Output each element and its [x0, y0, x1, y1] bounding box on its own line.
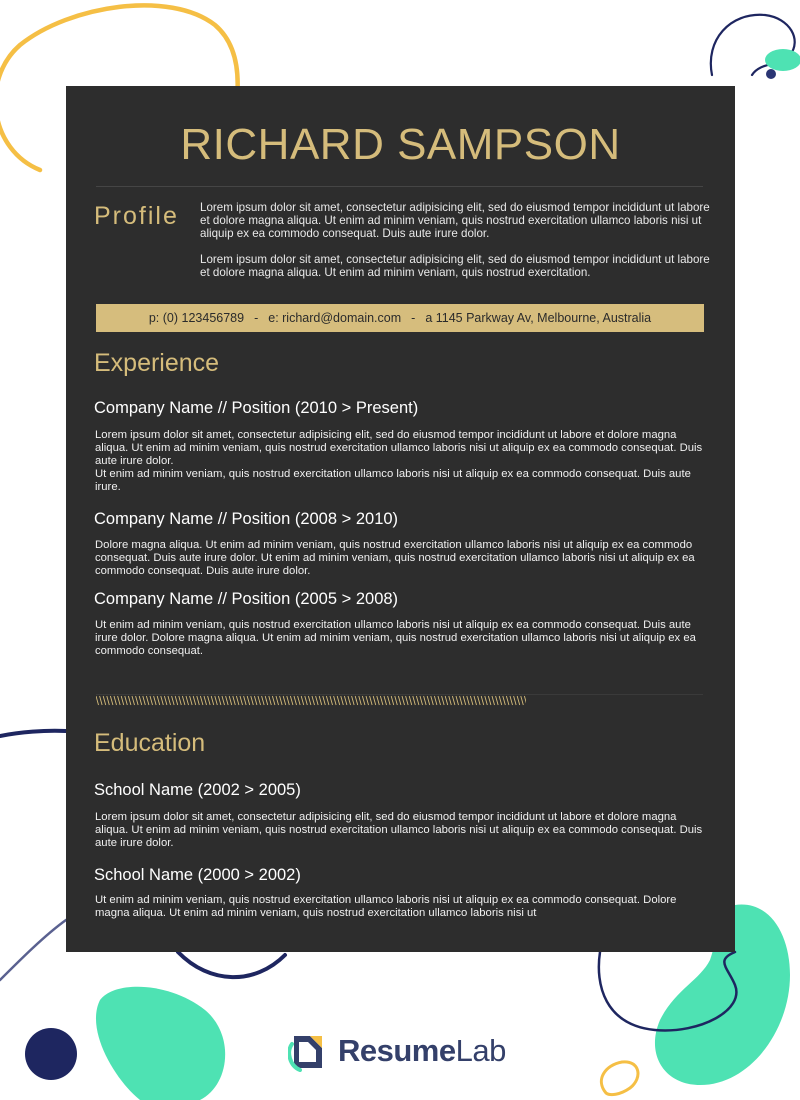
- resume-name: RICHARD SAMPSON: [180, 120, 621, 169]
- slash-mark: [460, 696, 463, 705]
- contact-bar: [96, 304, 704, 332]
- slash-mark: [402, 696, 405, 705]
- profile-paragraph-2: Lorem ipsum dolor sit amet, consectetur adipisicing elit, sed do eiusmod tempor incididunt ut labore et dolore magna aliqua. Ut enim ad minim veniam, quis nostrud exercitation.: [200, 253, 710, 279]
- brand-name-resume: Resume: [338, 1033, 456, 1068]
- slash-mark: [143, 696, 146, 705]
- slash-mark: [478, 696, 481, 705]
- slash-mark: [96, 696, 99, 705]
- slash-mark: [247, 696, 250, 705]
- slash-mark: [308, 696, 311, 705]
- slash-mark: [488, 696, 491, 705]
- slash-mark: [449, 696, 452, 705]
- slash-mark: [463, 696, 466, 705]
- slash-mark: [323, 696, 326, 705]
- slash-mark: [128, 696, 131, 705]
- navy-arc-bottom-center: [178, 952, 285, 977]
- slash-mark: [244, 696, 247, 705]
- slash-mark: [218, 696, 221, 705]
- slash-mark: [222, 696, 225, 705]
- slash-mark: [208, 696, 211, 705]
- contact-separator: -: [411, 311, 416, 325]
- slash-mark: [413, 696, 416, 705]
- slash-mark: [352, 696, 355, 705]
- school-description-2: Ut enim ad minim veniam, quis nostrud exercitation ullamco laboris nisi ut aliquip ex ea commodo consequat. Dolore magna aliqua. Ut enim ad minim veniam, quis nostrud exercitation ullamco laboris nisi ut: [95, 894, 677, 919]
- slash-mark: [503, 696, 506, 705]
- navy-streak-left: [0, 731, 66, 736]
- slash-mark: [276, 696, 279, 705]
- slash-mark: [186, 696, 189, 705]
- slash-mark: [280, 696, 283, 705]
- slash-mark: [125, 696, 128, 705]
- slash-mark: [157, 696, 160, 705]
- navy-streak-left-lower: [0, 920, 66, 980]
- slash-mark: [146, 696, 149, 705]
- slash-mark: [514, 696, 517, 705]
- resume-card: [66, 86, 735, 952]
- slash-mark: [164, 696, 167, 705]
- slash-mark: [431, 696, 434, 705]
- slash-mark: [121, 696, 124, 705]
- slash-mark: [391, 696, 394, 705]
- school-heading-1: School Name (2002 > 2005): [94, 781, 301, 799]
- slash-mark: [427, 696, 430, 705]
- yellow-ring-bottom-right: [601, 1062, 638, 1095]
- slash-mark: [190, 696, 193, 705]
- slash-mark: [388, 696, 391, 705]
- job-heading-2: Company Name // Position (2008 > 2010): [94, 510, 399, 528]
- slash-mark: [290, 696, 293, 705]
- contact-separator: -: [254, 311, 259, 325]
- navy-dot-top-right: [766, 69, 776, 79]
- slash-mark: [445, 696, 448, 705]
- slash-mark: [226, 696, 229, 705]
- contact-phone: p: (0) 123456789: [148, 311, 245, 325]
- slash-mark: [398, 696, 401, 705]
- slash-mark: [377, 696, 380, 705]
- job-heading-3: Company Name // Position (2005 > 2008): [94, 590, 399, 608]
- slash-mark: [456, 696, 459, 705]
- slash-mark: [229, 696, 232, 705]
- profile-paragraph-1: Lorem ipsum dolor sit amet, consectetur adipisicing elit, sed do eiusmod tempor incididunt ut labore et dolore magna aliqua. Ut enim ad minim veniam, quis nostrud exercitation ullamco laboris nisi ut aliquip ex ea commodo consequat. Duis aute irure dolor.: [200, 201, 710, 240]
- slash-mark: [118, 696, 121, 705]
- resumelab-brand: [288, 1030, 506, 1072]
- slash-mark: [496, 696, 499, 705]
- resumelab-logo-icon: [288, 1030, 328, 1072]
- slash-mark: [442, 696, 445, 705]
- slash-mark: [359, 696, 362, 705]
- slash-mark: [114, 696, 117, 705]
- slash-mark: [103, 696, 106, 705]
- slash-mark: [380, 696, 383, 705]
- slash-mark: [420, 696, 423, 705]
- slash-mark: [312, 696, 315, 705]
- slash-mark: [211, 696, 214, 705]
- slash-mark: [474, 696, 477, 705]
- job-description-1: Lorem ipsum dolor sit amet, consectetur adipisicing elit, sed do eiusmod tempor incididunt ut labore et dolore magna aliqua. Ut enim ad minim veniam, quis nostrud exercitation ullamco laboris nisi ut aliquip ex ea commodo consequat. Duis aute irure dolor. Ut enim ad minim veniam, quis nostrud exercitation ullamco laboris nisi ut aliquip ex ea commodo consequat. Duis aute irure.: [95, 429, 703, 493]
- slash-mark: [305, 696, 308, 705]
- slash-mark: [334, 696, 337, 705]
- slash-mark: [287, 696, 290, 705]
- slash-mark: [110, 696, 113, 705]
- slash-mark: [521, 696, 524, 705]
- slash-mark: [524, 696, 526, 705]
- slash-mark: [344, 696, 347, 705]
- slash-mark: [254, 696, 257, 705]
- slash-mark: [283, 696, 286, 705]
- slash-mark: [200, 696, 203, 705]
- slash-mark: [373, 696, 376, 705]
- slash-mark: [240, 696, 243, 705]
- education-heading: Education: [94, 729, 206, 757]
- slash-mark: [362, 696, 365, 705]
- experience-heading: Experience: [94, 349, 220, 377]
- slash-mark: [172, 696, 175, 705]
- slash-mark: [517, 696, 520, 705]
- slash-mark: [269, 696, 272, 705]
- slash-mark: [510, 696, 513, 705]
- slash-mark: [384, 696, 387, 705]
- slash-mark: [366, 696, 369, 705]
- slash-mark: [406, 696, 409, 705]
- slash-mark: [316, 696, 319, 705]
- slash-mark: [139, 696, 142, 705]
- slash-mark: [481, 696, 484, 705]
- slash-mark: [182, 696, 185, 705]
- slash-mark: [341, 696, 344, 705]
- job-heading-1: Company Name // Position (2010 > Present): [94, 399, 419, 417]
- job-description-2: Dolore magna aliqua. Ut enim ad minim veniam, quis nostrud exercitation ullamco laboris nisi ut aliquip ex ea commodo consequat. Duis aute irure dolor. Ut enim ad minim veniam, quis nostrud exercitation ullamco laboris nisi ut aliquip ex ea commodo consequat. Duis aute irure dolor.: [95, 539, 695, 577]
- slash-mark: [136, 696, 139, 705]
- slash-mark: [395, 696, 398, 705]
- slash-mark: [100, 696, 103, 705]
- slash-mark: [506, 696, 509, 705]
- slash-mark: [319, 696, 322, 705]
- contact-address: a 1145 Parkway Av, Melbourne, Australia: [425, 311, 652, 325]
- slash-mark: [485, 696, 488, 705]
- slash-mark: [193, 696, 196, 705]
- slash-mark: [236, 696, 239, 705]
- school-description-1: Lorem ipsum dolor sit amet, consectetur adipisicing elit, sed do eiusmod tempor incididunt ut labore et dolore magna aliqua. Ut enim ad minim veniam, quis nostrud exercitation ullamco laboris nisi ut aliquip ex ea commodo consequat. Duis aute irure dolor.: [95, 811, 703, 849]
- slash-mark: [499, 696, 502, 705]
- slash-mark: [298, 696, 301, 705]
- slash-mark: [150, 696, 153, 705]
- navy-dot-bottom-left: [25, 1028, 77, 1080]
- profile-heading: Profile: [94, 202, 179, 230]
- slash-mark: [272, 696, 275, 705]
- slash-mark: [355, 696, 358, 705]
- slash-pattern-divider: [96, 695, 526, 706]
- slash-mark: [233, 696, 236, 705]
- slash-mark: [251, 696, 254, 705]
- slash-mark: [262, 696, 265, 705]
- profile-text: [200, 201, 710, 292]
- slash-mark: [452, 696, 455, 705]
- teal-blob-bottom-left: [96, 987, 225, 1100]
- slash-mark: [409, 696, 412, 705]
- slash-mark: [168, 696, 171, 705]
- slash-mark: [161, 696, 164, 705]
- slash-mark: [438, 696, 441, 705]
- slash-mark: [107, 696, 110, 705]
- brand-wordmark: [338, 1033, 506, 1069]
- slash-mark: [265, 696, 268, 705]
- slash-mark: [424, 696, 427, 705]
- slash-mark: [154, 696, 157, 705]
- slash-mark: [294, 696, 297, 705]
- brand-name-lab: Lab: [455, 1033, 506, 1068]
- slash-mark: [434, 696, 437, 705]
- slash-mark: [258, 696, 261, 705]
- slash-mark: [197, 696, 200, 705]
- slash-mark: [215, 696, 218, 705]
- slash-mark: [301, 696, 304, 705]
- slash-mark: [470, 696, 473, 705]
- teal-blob-top-right: [765, 49, 800, 71]
- slash-mark: [330, 696, 333, 705]
- school-heading-2: School Name (2000 > 2002): [94, 866, 301, 884]
- slash-mark: [348, 696, 351, 705]
- slash-mark: [337, 696, 340, 705]
- slash-mark: [175, 696, 178, 705]
- contact-email: e: richard@domain.com: [268, 311, 402, 325]
- slash-mark: [204, 696, 207, 705]
- header-divider: [96, 186, 703, 187]
- slash-mark: [132, 696, 135, 705]
- slash-mark: [179, 696, 182, 705]
- slash-mark: [370, 696, 373, 705]
- slash-mark: [326, 696, 329, 705]
- slash-mark: [492, 696, 495, 705]
- job-description-3: Ut enim ad minim veniam, quis nostrud exercitation ullamco laboris nisi ut aliquip ex ea commodo consequat. Duis aute irure dolor. Dolore magna aliqua. Ut enim ad minim veniam, quis nostrud exercitation ullamco laboris nisi ut aliquip ex ea commodo consequat.: [95, 619, 696, 657]
- slash-mark: [467, 696, 470, 705]
- slash-mark: [416, 696, 419, 705]
